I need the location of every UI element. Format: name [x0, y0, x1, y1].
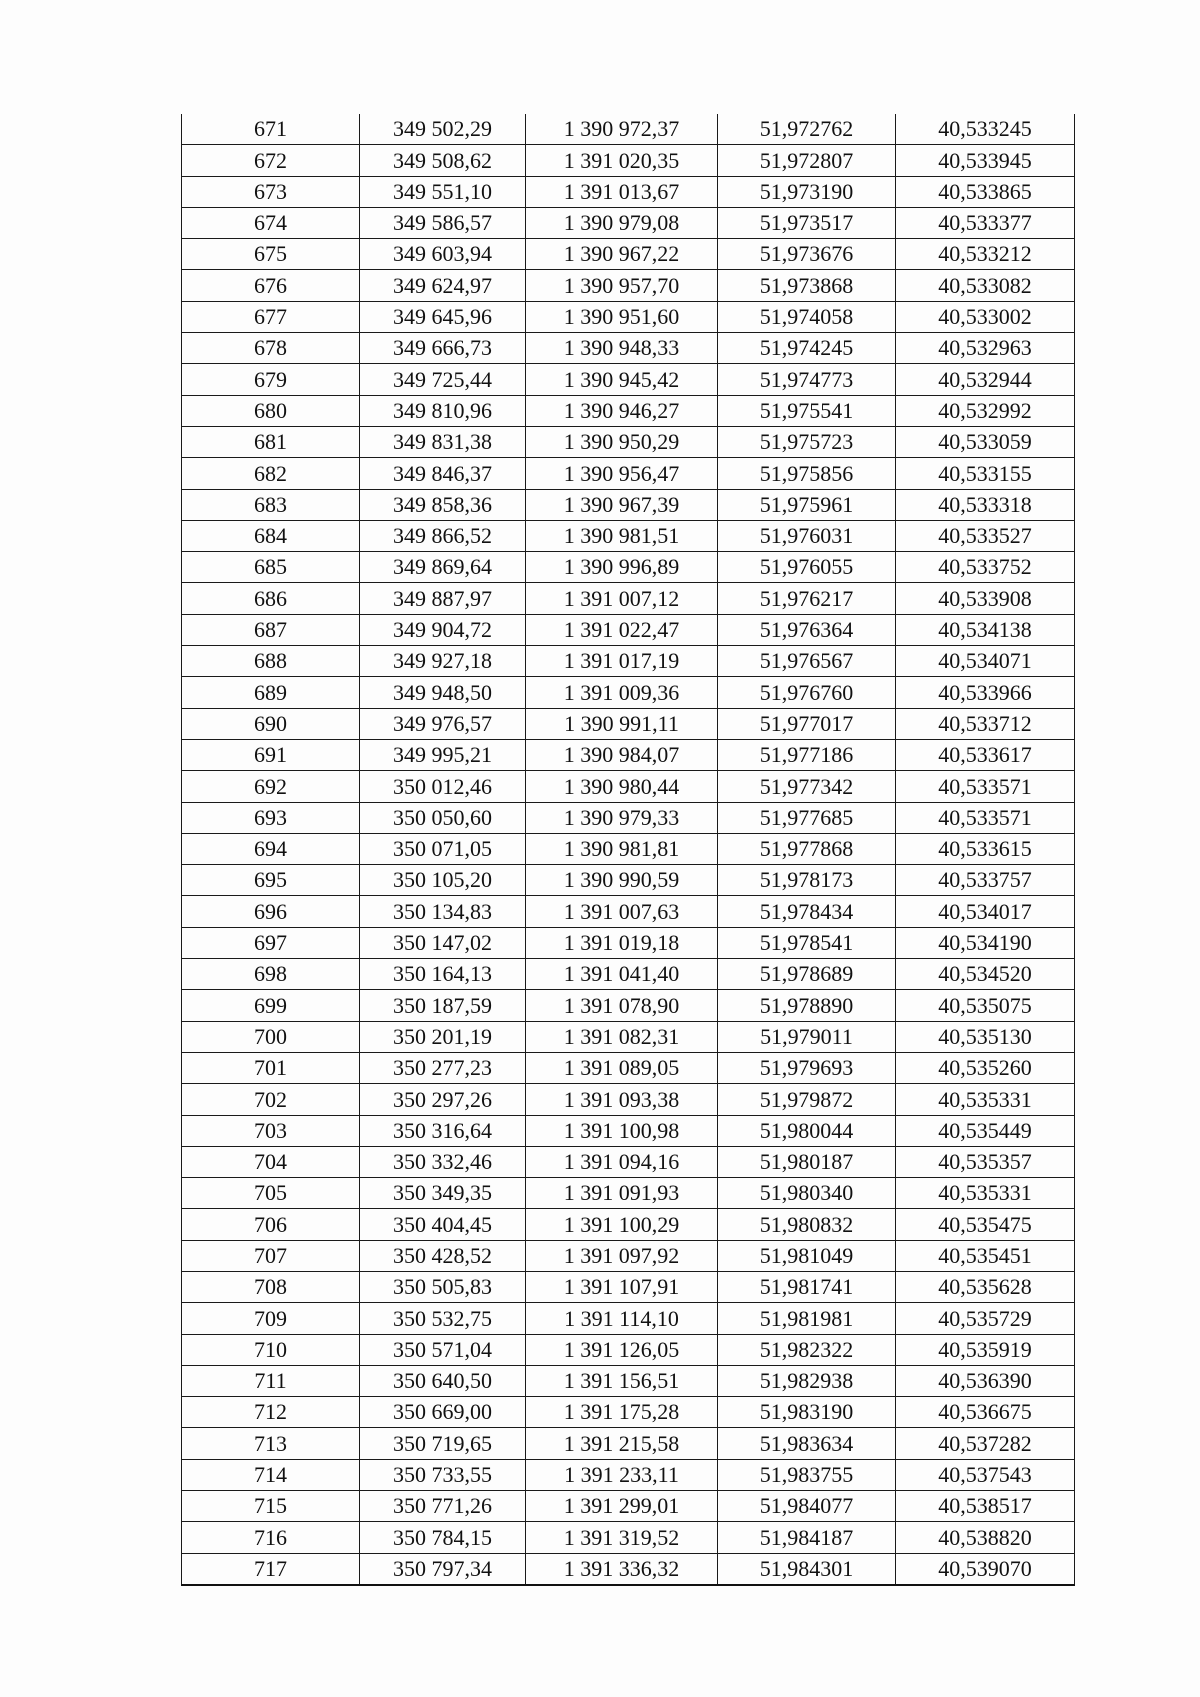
y-coordinate-cell: 1 391 093,38 — [526, 1084, 718, 1115]
table-row — [182, 301, 1075, 332]
latitude-cell: 51,976031 — [718, 520, 896, 551]
table-row — [182, 614, 1075, 645]
longitude-cell: 40,535919 — [896, 1334, 1075, 1365]
latitude-cell: 51,973517 — [718, 207, 896, 238]
x-coordinate-cell: 350 505,83 — [360, 1271, 526, 1302]
x-coordinate-cell: 349 508,62 — [360, 145, 526, 176]
y-coordinate-cell: 1 390 981,51 — [526, 520, 718, 551]
x-coordinate-cell: 350 316,64 — [360, 1115, 526, 1146]
latitude-cell: 51,974245 — [718, 333, 896, 364]
y-coordinate-cell: 1 390 967,22 — [526, 239, 718, 270]
latitude-cell: 51,980044 — [718, 1115, 896, 1146]
x-coordinate-cell: 350 797,34 — [360, 1553, 526, 1585]
longitude-cell: 40,538820 — [896, 1522, 1075, 1553]
point-number-cell: 679 — [182, 364, 360, 395]
x-coordinate-cell: 350 349,35 — [360, 1178, 526, 1209]
x-coordinate-cell: 350 164,13 — [360, 959, 526, 990]
y-coordinate-cell: 1 390 990,59 — [526, 865, 718, 896]
table-row — [182, 1397, 1075, 1428]
y-coordinate-cell: 1 390 956,47 — [526, 458, 718, 489]
point-number-cell: 701 — [182, 1052, 360, 1083]
longitude-cell: 40,533712 — [896, 708, 1075, 739]
point-number-cell: 685 — [182, 552, 360, 583]
longitude-cell: 40,535451 — [896, 1240, 1075, 1271]
longitude-cell: 40,533212 — [896, 239, 1075, 270]
x-coordinate-cell: 349 645,96 — [360, 301, 526, 332]
x-coordinate-cell: 350 134,83 — [360, 896, 526, 927]
table-row — [182, 1365, 1075, 1396]
point-number-cell: 687 — [182, 614, 360, 645]
table-row — [182, 114, 1075, 145]
longitude-cell: 40,537543 — [896, 1459, 1075, 1490]
x-coordinate-cell: 349 927,18 — [360, 646, 526, 677]
x-coordinate-cell: 349 624,97 — [360, 270, 526, 301]
longitude-cell: 40,533945 — [896, 145, 1075, 176]
x-coordinate-cell: 350 532,75 — [360, 1303, 526, 1334]
latitude-cell: 51,975961 — [718, 489, 896, 520]
point-number-cell: 677 — [182, 301, 360, 332]
x-coordinate-cell: 350 187,59 — [360, 990, 526, 1021]
y-coordinate-cell: 1 390 967,39 — [526, 489, 718, 520]
longitude-cell: 40,534017 — [896, 896, 1075, 927]
y-coordinate-cell: 1 390 948,33 — [526, 333, 718, 364]
latitude-cell: 51,976567 — [718, 646, 896, 677]
y-coordinate-cell: 1 390 979,08 — [526, 207, 718, 238]
x-coordinate-cell: 349 551,10 — [360, 176, 526, 207]
y-coordinate-cell: 1 390 991,11 — [526, 708, 718, 739]
longitude-cell: 40,539070 — [896, 1553, 1075, 1585]
latitude-cell: 51,984077 — [718, 1491, 896, 1522]
x-coordinate-cell: 349 810,96 — [360, 395, 526, 426]
y-coordinate-cell: 1 390 951,60 — [526, 301, 718, 332]
point-number-cell: 684 — [182, 520, 360, 551]
table-row — [182, 239, 1075, 270]
y-coordinate-cell: 1 390 980,44 — [526, 771, 718, 802]
x-coordinate-cell: 349 502,29 — [360, 114, 526, 145]
table-row — [182, 1115, 1075, 1146]
latitude-cell: 51,977685 — [718, 802, 896, 833]
longitude-cell: 40,534520 — [896, 959, 1075, 990]
y-coordinate-cell: 1 391 041,40 — [526, 959, 718, 990]
y-coordinate-cell: 1 391 336,32 — [526, 1553, 718, 1585]
latitude-cell: 51,972807 — [718, 145, 896, 176]
point-number-cell: 694 — [182, 833, 360, 864]
x-coordinate-cell: 349 904,72 — [360, 614, 526, 645]
point-number-cell: 688 — [182, 646, 360, 677]
y-coordinate-cell: 1 391 100,98 — [526, 1115, 718, 1146]
table-row — [182, 1146, 1075, 1177]
y-coordinate-cell: 1 391 082,31 — [526, 1021, 718, 1052]
table-row — [182, 207, 1075, 238]
latitude-cell: 51,978173 — [718, 865, 896, 896]
y-coordinate-cell: 1 390 950,29 — [526, 426, 718, 457]
y-coordinate-cell: 1 391 299,01 — [526, 1491, 718, 1522]
latitude-cell: 51,983634 — [718, 1428, 896, 1459]
table-row — [182, 1021, 1075, 1052]
x-coordinate-cell: 349 846,37 — [360, 458, 526, 489]
point-number-cell: 710 — [182, 1334, 360, 1365]
point-number-cell: 712 — [182, 1397, 360, 1428]
y-coordinate-cell: 1 391 107,91 — [526, 1271, 718, 1302]
table-row — [182, 927, 1075, 958]
x-coordinate-cell: 349 866,52 — [360, 520, 526, 551]
longitude-cell: 40,533615 — [896, 833, 1075, 864]
longitude-cell: 40,533617 — [896, 739, 1075, 770]
latitude-cell: 51,977186 — [718, 739, 896, 770]
x-coordinate-cell: 350 640,50 — [360, 1365, 526, 1396]
latitude-cell: 51,983190 — [718, 1397, 896, 1428]
table-row — [182, 1459, 1075, 1490]
table-row — [182, 771, 1075, 802]
table-row — [182, 739, 1075, 770]
latitude-cell: 51,978890 — [718, 990, 896, 1021]
point-number-cell: 703 — [182, 1115, 360, 1146]
table-row — [182, 959, 1075, 990]
table-row — [182, 1334, 1075, 1365]
point-number-cell: 675 — [182, 239, 360, 270]
latitude-cell: 51,974773 — [718, 364, 896, 395]
longitude-cell: 40,534138 — [896, 614, 1075, 645]
point-number-cell: 707 — [182, 1240, 360, 1271]
latitude-cell: 51,981741 — [718, 1271, 896, 1302]
latitude-cell: 51,977342 — [718, 771, 896, 802]
longitude-cell: 40,533245 — [896, 114, 1075, 145]
table-row — [182, 865, 1075, 896]
longitude-cell: 40,533002 — [896, 301, 1075, 332]
table-row — [182, 646, 1075, 677]
point-number-cell: 711 — [182, 1365, 360, 1396]
latitude-cell: 51,973868 — [718, 270, 896, 301]
table-row — [182, 1491, 1075, 1522]
longitude-cell: 40,533752 — [896, 552, 1075, 583]
y-coordinate-cell: 1 391 013,67 — [526, 176, 718, 207]
table-row — [182, 1553, 1075, 1585]
latitude-cell: 51,976364 — [718, 614, 896, 645]
latitude-cell: 51,978434 — [718, 896, 896, 927]
y-coordinate-cell: 1 391 019,18 — [526, 927, 718, 958]
longitude-cell: 40,536390 — [896, 1365, 1075, 1396]
y-coordinate-cell: 1 391 009,36 — [526, 677, 718, 708]
latitude-cell: 51,979011 — [718, 1021, 896, 1052]
x-coordinate-cell: 349 995,21 — [360, 739, 526, 770]
y-coordinate-cell: 1 391 078,90 — [526, 990, 718, 1021]
table-row — [182, 1084, 1075, 1115]
longitude-cell: 40,535729 — [896, 1303, 1075, 1334]
point-number-cell: 698 — [182, 959, 360, 990]
coordinates-table-body — [182, 114, 1075, 1585]
longitude-cell: 40,533571 — [896, 771, 1075, 802]
table-row — [182, 364, 1075, 395]
longitude-cell: 40,535075 — [896, 990, 1075, 1021]
y-coordinate-cell: 1 390 981,81 — [526, 833, 718, 864]
point-number-cell: 678 — [182, 333, 360, 364]
longitude-cell: 40,534071 — [896, 646, 1075, 677]
point-number-cell: 676 — [182, 270, 360, 301]
y-coordinate-cell: 1 390 957,70 — [526, 270, 718, 301]
x-coordinate-cell: 350 771,26 — [360, 1491, 526, 1522]
point-number-cell: 672 — [182, 145, 360, 176]
y-coordinate-cell: 1 390 945,42 — [526, 364, 718, 395]
y-coordinate-cell: 1 391 319,52 — [526, 1522, 718, 1553]
longitude-cell: 40,533966 — [896, 677, 1075, 708]
latitude-cell: 51,976055 — [718, 552, 896, 583]
longitude-cell: 40,535260 — [896, 1052, 1075, 1083]
point-number-cell: 674 — [182, 207, 360, 238]
latitude-cell: 51,979693 — [718, 1052, 896, 1083]
point-number-cell: 682 — [182, 458, 360, 489]
point-number-cell: 680 — [182, 395, 360, 426]
point-number-cell: 704 — [182, 1146, 360, 1177]
point-number-cell: 699 — [182, 990, 360, 1021]
point-number-cell: 697 — [182, 927, 360, 958]
point-number-cell: 709 — [182, 1303, 360, 1334]
y-coordinate-cell: 1 391 007,12 — [526, 583, 718, 614]
latitude-cell: 51,977868 — [718, 833, 896, 864]
x-coordinate-cell: 350 105,20 — [360, 865, 526, 896]
y-coordinate-cell: 1 391 022,47 — [526, 614, 718, 645]
latitude-cell: 51,977017 — [718, 708, 896, 739]
y-coordinate-cell: 1 391 100,29 — [526, 1209, 718, 1240]
longitude-cell: 40,536675 — [896, 1397, 1075, 1428]
longitude-cell: 40,533865 — [896, 176, 1075, 207]
point-number-cell: 673 — [182, 176, 360, 207]
point-number-cell: 696 — [182, 896, 360, 927]
table-row — [182, 520, 1075, 551]
point-number-cell: 671 — [182, 114, 360, 145]
y-coordinate-cell: 1 391 126,05 — [526, 1334, 718, 1365]
y-coordinate-cell: 1 390 979,33 — [526, 802, 718, 833]
coordinates-table — [181, 114, 1075, 1586]
table-row — [182, 552, 1075, 583]
longitude-cell: 40,535475 — [896, 1209, 1075, 1240]
x-coordinate-cell: 349 869,64 — [360, 552, 526, 583]
x-coordinate-cell: 350 297,26 — [360, 1084, 526, 1115]
y-coordinate-cell: 1 391 089,05 — [526, 1052, 718, 1083]
table-row — [182, 333, 1075, 364]
table-row — [182, 426, 1075, 457]
x-coordinate-cell: 350 404,45 — [360, 1209, 526, 1240]
latitude-cell: 51,980187 — [718, 1146, 896, 1177]
x-coordinate-cell: 350 277,23 — [360, 1052, 526, 1083]
point-number-cell: 717 — [182, 1553, 360, 1585]
y-coordinate-cell: 1 391 020,35 — [526, 145, 718, 176]
point-number-cell: 705 — [182, 1178, 360, 1209]
table-row — [182, 270, 1075, 301]
table-row — [182, 990, 1075, 1021]
longitude-cell: 40,533082 — [896, 270, 1075, 301]
point-number-cell: 691 — [182, 739, 360, 770]
latitude-cell: 51,981049 — [718, 1240, 896, 1271]
point-number-cell: 686 — [182, 583, 360, 614]
y-coordinate-cell: 1 391 007,63 — [526, 896, 718, 927]
y-coordinate-cell: 1 391 215,58 — [526, 1428, 718, 1459]
longitude-cell: 40,532963 — [896, 333, 1075, 364]
y-coordinate-cell: 1 390 984,07 — [526, 739, 718, 770]
x-coordinate-cell: 349 666,73 — [360, 333, 526, 364]
latitude-cell: 51,984187 — [718, 1522, 896, 1553]
table-row — [182, 1240, 1075, 1271]
x-coordinate-cell: 350 147,02 — [360, 927, 526, 958]
table-row — [182, 708, 1075, 739]
latitude-cell: 51,973190 — [718, 176, 896, 207]
table-row — [182, 1522, 1075, 1553]
longitude-cell: 40,538517 — [896, 1491, 1075, 1522]
table-row — [182, 677, 1075, 708]
x-coordinate-cell: 349 725,44 — [360, 364, 526, 395]
latitude-cell: 51,981981 — [718, 1303, 896, 1334]
latitude-cell: 51,975856 — [718, 458, 896, 489]
point-number-cell: 714 — [182, 1459, 360, 1490]
x-coordinate-cell: 349 948,50 — [360, 677, 526, 708]
x-coordinate-cell: 349 603,94 — [360, 239, 526, 270]
table-row — [182, 1052, 1075, 1083]
latitude-cell: 51,973676 — [718, 239, 896, 270]
table-row — [182, 583, 1075, 614]
x-coordinate-cell: 350 332,46 — [360, 1146, 526, 1177]
y-coordinate-cell: 1 391 091,93 — [526, 1178, 718, 1209]
table-row — [182, 145, 1075, 176]
x-coordinate-cell: 349 831,38 — [360, 426, 526, 457]
point-number-cell: 702 — [182, 1084, 360, 1115]
latitude-cell: 51,976760 — [718, 677, 896, 708]
longitude-cell: 40,535449 — [896, 1115, 1075, 1146]
y-coordinate-cell: 1 391 156,51 — [526, 1365, 718, 1396]
table-row — [182, 1271, 1075, 1302]
point-number-cell: 690 — [182, 708, 360, 739]
x-coordinate-cell: 349 976,57 — [360, 708, 526, 739]
longitude-cell: 40,533571 — [896, 802, 1075, 833]
longitude-cell: 40,534190 — [896, 927, 1075, 958]
table-row — [182, 896, 1075, 927]
y-coordinate-cell: 1 390 946,27 — [526, 395, 718, 426]
longitude-cell: 40,533908 — [896, 583, 1075, 614]
longitude-cell: 40,533757 — [896, 865, 1075, 896]
x-coordinate-cell: 350 669,00 — [360, 1397, 526, 1428]
table-row — [182, 1428, 1075, 1459]
table-row — [182, 833, 1075, 864]
longitude-cell: 40,535130 — [896, 1021, 1075, 1052]
point-number-cell: 715 — [182, 1491, 360, 1522]
y-coordinate-cell: 1 391 094,16 — [526, 1146, 718, 1177]
x-coordinate-cell: 350 201,19 — [360, 1021, 526, 1052]
y-coordinate-cell: 1 390 972,37 — [526, 114, 718, 145]
y-coordinate-cell: 1 390 996,89 — [526, 552, 718, 583]
latitude-cell: 51,980340 — [718, 1178, 896, 1209]
y-coordinate-cell: 1 391 097,92 — [526, 1240, 718, 1271]
table-row — [182, 458, 1075, 489]
table-row — [182, 176, 1075, 207]
latitude-cell: 51,982322 — [718, 1334, 896, 1365]
longitude-cell: 40,537282 — [896, 1428, 1075, 1459]
point-number-cell: 689 — [182, 677, 360, 708]
table-row — [182, 1178, 1075, 1209]
latitude-cell: 51,978541 — [718, 927, 896, 958]
latitude-cell: 51,982938 — [718, 1365, 896, 1396]
longitude-cell: 40,535628 — [896, 1271, 1075, 1302]
longitude-cell: 40,535331 — [896, 1084, 1075, 1115]
point-number-cell: 683 — [182, 489, 360, 520]
longitude-cell: 40,532944 — [896, 364, 1075, 395]
y-coordinate-cell: 1 391 017,19 — [526, 646, 718, 677]
x-coordinate-cell: 350 012,46 — [360, 771, 526, 802]
x-coordinate-cell: 350 428,52 — [360, 1240, 526, 1271]
x-coordinate-cell: 350 050,60 — [360, 802, 526, 833]
x-coordinate-cell: 350 071,05 — [360, 833, 526, 864]
x-coordinate-cell: 349 858,36 — [360, 489, 526, 520]
point-number-cell: 693 — [182, 802, 360, 833]
y-coordinate-cell: 1 391 114,10 — [526, 1303, 718, 1334]
longitude-cell: 40,535357 — [896, 1146, 1075, 1177]
latitude-cell: 51,980832 — [718, 1209, 896, 1240]
table-row — [182, 802, 1075, 833]
x-coordinate-cell: 350 733,55 — [360, 1459, 526, 1490]
longitude-cell: 40,533318 — [896, 489, 1075, 520]
latitude-cell: 51,984301 — [718, 1553, 896, 1585]
point-number-cell: 695 — [182, 865, 360, 896]
table-row — [182, 1209, 1075, 1240]
x-coordinate-cell: 350 571,04 — [360, 1334, 526, 1365]
latitude-cell: 51,974058 — [718, 301, 896, 332]
point-number-cell: 713 — [182, 1428, 360, 1459]
longitude-cell: 40,532992 — [896, 395, 1075, 426]
latitude-cell: 51,979872 — [718, 1084, 896, 1115]
latitude-cell: 51,975723 — [718, 426, 896, 457]
x-coordinate-cell: 350 784,15 — [360, 1522, 526, 1553]
table-row — [182, 1303, 1075, 1334]
table-row — [182, 395, 1075, 426]
point-number-cell: 706 — [182, 1209, 360, 1240]
point-number-cell: 716 — [182, 1522, 360, 1553]
latitude-cell: 51,972762 — [718, 114, 896, 145]
point-number-cell: 681 — [182, 426, 360, 457]
point-number-cell: 708 — [182, 1271, 360, 1302]
longitude-cell: 40,533059 — [896, 426, 1075, 457]
latitude-cell: 51,976217 — [718, 583, 896, 614]
point-number-cell: 700 — [182, 1021, 360, 1052]
x-coordinate-cell: 350 719,65 — [360, 1428, 526, 1459]
x-coordinate-cell: 349 887,97 — [360, 583, 526, 614]
longitude-cell: 40,535331 — [896, 1178, 1075, 1209]
y-coordinate-cell: 1 391 233,11 — [526, 1459, 718, 1490]
point-number-cell: 692 — [182, 771, 360, 802]
longitude-cell: 40,533155 — [896, 458, 1075, 489]
longitude-cell: 40,533527 — [896, 520, 1075, 551]
latitude-cell: 51,978689 — [718, 959, 896, 990]
longitude-cell: 40,533377 — [896, 207, 1075, 238]
table-row — [182, 489, 1075, 520]
latitude-cell: 51,975541 — [718, 395, 896, 426]
latitude-cell: 51,983755 — [718, 1459, 896, 1490]
x-coordinate-cell: 349 586,57 — [360, 207, 526, 238]
y-coordinate-cell: 1 391 175,28 — [526, 1397, 718, 1428]
